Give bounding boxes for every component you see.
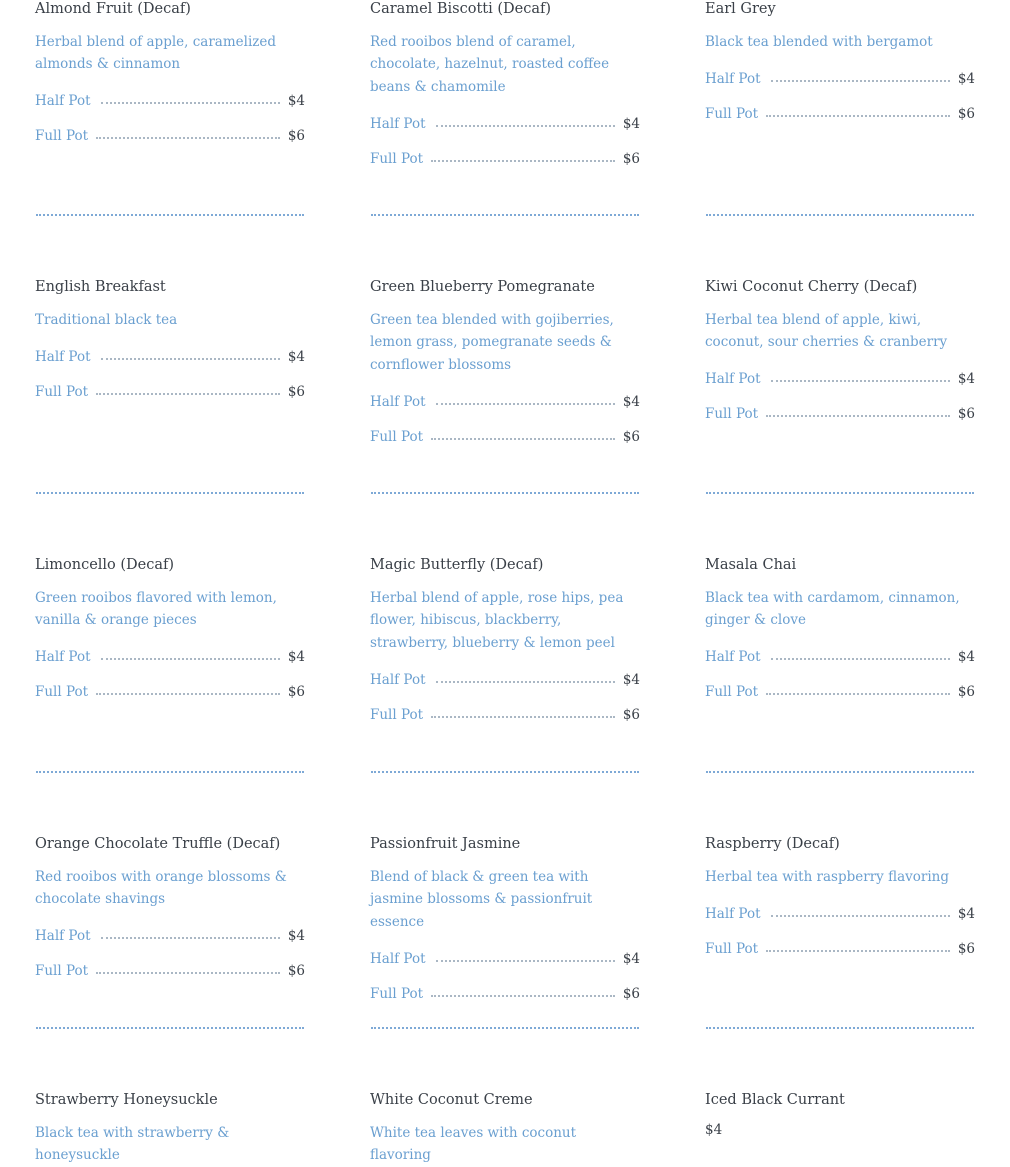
section-divider [706,1027,974,1029]
half-pot-label: Half Pot [35,928,91,945]
full-pot-row [35,675,305,710]
tea-name: Earl Grey [705,1,776,17]
menu-item [370,1090,640,1167]
tea-description: Black tea with cardamom, cinnamon, ginger & clove [705,590,960,629]
menu-item [35,277,305,409]
half-pot-row [370,941,640,976]
full-pot-row [35,119,305,154]
full-pot-label: Full Pot [35,684,89,701]
full-pot-price: $6 [957,105,975,122]
menu-item [705,834,975,966]
tea-description: Blend of black & green tea with jasmine blossoms & passionfruit essence [370,869,593,930]
half-pot-label: Half Pot [705,70,761,87]
full-pot-price: $6 [622,985,640,1002]
menu-item [705,0,975,131]
half-pot-label: Half Pot [705,649,761,666]
tea-name: Raspberry (Decaf) [705,836,840,852]
section-divider [371,214,639,216]
dot-leader [766,693,950,695]
tea-name: Strawberry Honeysuckle [35,1092,218,1108]
tea-description: Red rooibos with orange blossoms & chocolate shavings [35,869,287,908]
half-pot-label: Half Pot [705,905,761,922]
half-pot-price: $4 [622,115,640,132]
half-pot-row [705,896,975,931]
half-pot-price: $4 [957,371,975,388]
menu-item [35,834,305,989]
tea-description: Herbal blend of apple, caramelized almonds & cinnamon [35,34,277,73]
tea-description: Green tea blended with gojiberries, lemon grass, pomegranate seeds & cornflower blossoms [370,312,614,373]
section-divider [706,214,974,216]
full-pot-label: Full Pot [35,128,89,145]
dot-leader [431,438,615,440]
menu-item [370,0,640,176]
half-pot-row [35,640,305,675]
full-pot-price: $6 [957,684,975,701]
section-divider [36,214,304,216]
tea-name: Caramel Biscotti (Decaf) [370,1,552,17]
section-divider [371,771,639,773]
section-divider [36,492,304,494]
full-pot-price: $6 [622,428,640,445]
half-pot-row [705,640,975,675]
half-pot-label: Half Pot [705,371,761,388]
half-pot-label: Half Pot [35,93,91,110]
menu-item [370,555,640,732]
tea-price: $4 [705,1122,723,1138]
half-pot-label: Half Pot [35,649,91,666]
half-pot-price: $4 [287,649,305,666]
half-pot-price: $4 [287,93,305,110]
half-pot-row [705,61,975,96]
full-pot-price: $6 [287,128,305,145]
full-pot-row [35,374,305,409]
half-pot-price: $4 [957,649,975,666]
tea-description: Green rooibos flavored with lemon, vanilla & orange pieces [35,590,277,629]
tea-name: Iced Black Currant [705,1092,845,1108]
full-pot-price: $6 [287,383,305,400]
full-pot-row [705,931,975,966]
section-divider [706,492,974,494]
dot-leader [96,393,280,395]
half-pot-row [35,84,305,119]
dot-leader [436,960,615,962]
dot-leader [436,403,615,405]
full-pot-label: Full Pot [705,940,759,957]
full-pot-label: Full Pot [370,428,424,445]
tea-description: Black tea blended with bergamot [705,34,933,50]
tea-name: Green Blueberry Pomegranate [370,279,595,295]
dot-leader [771,915,950,917]
full-pot-row [35,954,305,989]
half-pot-price: $4 [622,671,640,688]
dot-leader [96,972,280,974]
tea-description: Herbal blend of apple, rose hips, pea flower, hibiscus, blackberry, strawberry, blueberry & lemon peel [370,590,624,651]
menu-item [35,555,305,710]
menu-item [35,0,305,154]
menu-item [705,277,975,432]
tea-name: Limoncello (Decaf) [35,557,175,573]
half-pot-price: $4 [622,950,640,967]
dot-leader [436,125,615,127]
tea-name: Passionfruit Jasmine [370,836,521,852]
half-pot-label: Half Pot [370,393,426,410]
menu-item [370,834,640,1011]
tea-description: Black tea with strawberry & honeysuckle [35,1125,230,1164]
dot-leader [431,995,615,997]
dot-leader [436,681,615,683]
dot-leader [431,716,615,718]
full-pot-price: $6 [287,963,305,980]
half-pot-row [370,106,640,141]
full-pot-label: Full Pot [370,706,424,723]
full-pot-price: $6 [287,684,305,701]
full-pot-row [705,397,975,432]
tea-name: Orange Chocolate Truffle (Decaf) [35,836,281,852]
tea-name: White Coconut Creme [370,1092,533,1108]
full-pot-price: $6 [622,150,640,167]
full-pot-row [705,675,975,710]
tea-description: Herbal tea blend of apple, kiwi, coconut, sour cherries & cranberry [705,312,948,351]
tea-name: Almond Fruit (Decaf) [35,1,191,17]
half-pot-price: $4 [287,928,305,945]
half-pot-row [370,384,640,419]
menu-item [35,1090,305,1167]
dot-leader [771,80,950,82]
full-pot-label: Full Pot [705,406,759,423]
section-divider [706,771,974,773]
half-pot-price: $4 [957,70,975,87]
half-pot-row [35,919,305,954]
full-pot-row [370,141,640,176]
dot-leader [101,658,280,660]
tea-description: White tea leaves with coconut flavoring [370,1125,577,1164]
dot-leader [766,115,950,117]
full-pot-label: Full Pot [370,150,424,167]
tea-description: Herbal tea with raspberry flavoring [705,869,949,885]
full-pot-label: Full Pot [705,105,759,122]
full-pot-price: $6 [622,706,640,723]
dot-leader [96,137,280,139]
full-pot-label: Full Pot [705,684,759,701]
menu-item [370,277,640,454]
half-pot-price: $4 [957,905,975,922]
full-pot-row [370,976,640,1011]
dot-leader [771,380,950,382]
full-pot-row [705,96,975,131]
section-divider [36,1027,304,1029]
dot-leader [766,950,950,952]
section-divider [371,1027,639,1029]
half-pot-label: Half Pot [370,950,426,967]
half-pot-label: Half Pot [370,115,426,132]
menu-item [705,555,975,710]
half-pot-label: Half Pot [35,348,91,365]
section-divider [36,771,304,773]
half-pot-row [370,662,640,697]
dot-leader [101,937,280,939]
full-pot-label: Full Pot [35,963,89,980]
full-pot-row [370,419,640,454]
dot-leader [431,160,615,162]
full-pot-price: $6 [957,406,975,423]
menu-item [705,1090,975,1138]
dot-leader [766,415,950,417]
dot-leader [101,358,280,360]
half-pot-price: $4 [622,393,640,410]
full-pot-label: Full Pot [35,383,89,400]
tea-name: Magic Butterfly (Decaf) [370,557,544,573]
dot-leader [101,102,280,104]
tea-name: Kiwi Coconut Cherry (Decaf) [705,279,918,295]
half-pot-label: Half Pot [370,671,426,688]
dot-leader [771,658,950,660]
half-pot-row [705,362,975,397]
full-pot-row [370,697,640,732]
full-pot-price: $6 [957,940,975,957]
section-divider [371,492,639,494]
tea-name: English Breakfast [35,279,166,295]
full-pot-label: Full Pot [370,985,424,1002]
tea-description: Red rooibos blend of caramel, chocolate, hazelnut, roasted coffee beans & chamomile [370,34,610,95]
tea-description: Traditional black tea [35,312,178,328]
dot-leader [96,693,280,695]
tea-name: Masala Chai [705,557,797,573]
half-pot-price: $4 [287,348,305,365]
half-pot-row [35,339,305,374]
